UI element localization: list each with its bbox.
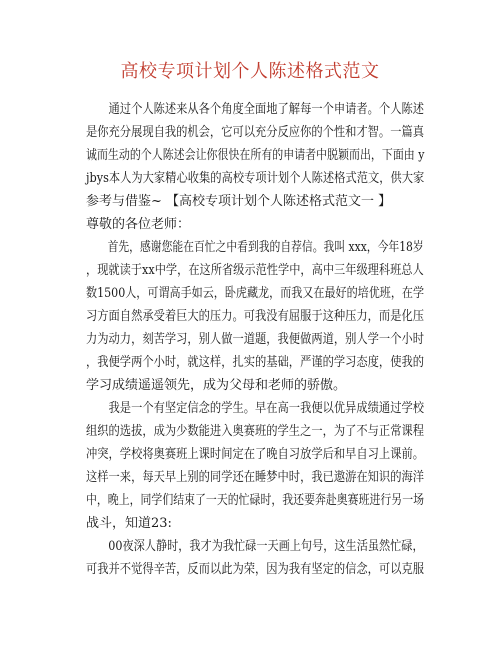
text-line: 习方面自然承受着巨大的压力。可我没有屈服于这种压力，而是化压 <box>86 309 425 324</box>
text-line: jbys本人为大家精心收集的高校专项计划个人陈述格式范文，供大家 <box>86 171 425 186</box>
text-line: 通过个人陈述来从各个角度全面地了解每一个申请者。个人陈述 <box>86 102 425 117</box>
document-title: 高校专项计划个人陈述格式范文 <box>120 61 380 82</box>
text-line: 中，晚上，同学们结束了一天的忙碌时，我还要奔赴奥赛班进行另一场 <box>86 493 425 508</box>
text-line: 这样一来，每天早上别的同学还在睡梦中时，我已遨游在知识的海洋 <box>86 470 425 485</box>
text-line: 00夜深人静时，我才为我忙碌一天画上句号，这生活虽然忙碌， <box>86 539 424 554</box>
text-line: 可我并不觉得辛苦，反而以此为荣，因为我有坚定的信念，可以克服 <box>86 562 425 577</box>
text-line: 数1500人，可谓高手如云，卧虎藏龙，而我又在最好的培优班，在学 <box>86 286 425 301</box>
text-line: 战斗，知道23: <box>86 516 172 531</box>
text-line: ，我便学两个小时，就这样，扎实的基础，严谨的学习态度，使我的 <box>86 355 425 370</box>
text-line: ，现就读于xx中学，在这所省级示范性学中，高中三年级理科班总人 <box>86 263 424 278</box>
text-line: 诚而生动的个人陈述会让你很快在所有的申请者中脱颖而出，下面由 y <box>86 148 425 163</box>
text-line: 冲突，学校将奥赛班上课时间定在了晚自习放学后和早自习上课前。 <box>86 447 425 462</box>
document-body <box>86 98 424 581</box>
text-line: 力为动力，刻苦学习，别人做一道题，我便做两道，别人学一个小时 <box>86 332 425 347</box>
text-line: 学习成绩遥遥领先，成为父母和老师的骄傲。 <box>86 378 347 393</box>
text-line: 尊敬的各位老师： <box>86 217 191 232</box>
text-line: 我是一个有坚定信念的学生。早在高一我便以优异成绩通过学校 <box>86 401 425 416</box>
text-line: 参考与借鉴~ 【高校专项计划个人陈述格式范文一 】 <box>86 194 392 209</box>
text-line: 首先，感谢您能在百忙之中看到我的自荐信。我叫 xxx，今年18岁 <box>86 240 424 255</box>
text-line: 组织的选拔，成为少数能进入奥赛班的学生之一，为了不与正常课程 <box>86 424 425 439</box>
text-line: 是你充分展现自我的机会，它可以充分反应你的个性和才智。一篇真 <box>86 125 425 140</box>
